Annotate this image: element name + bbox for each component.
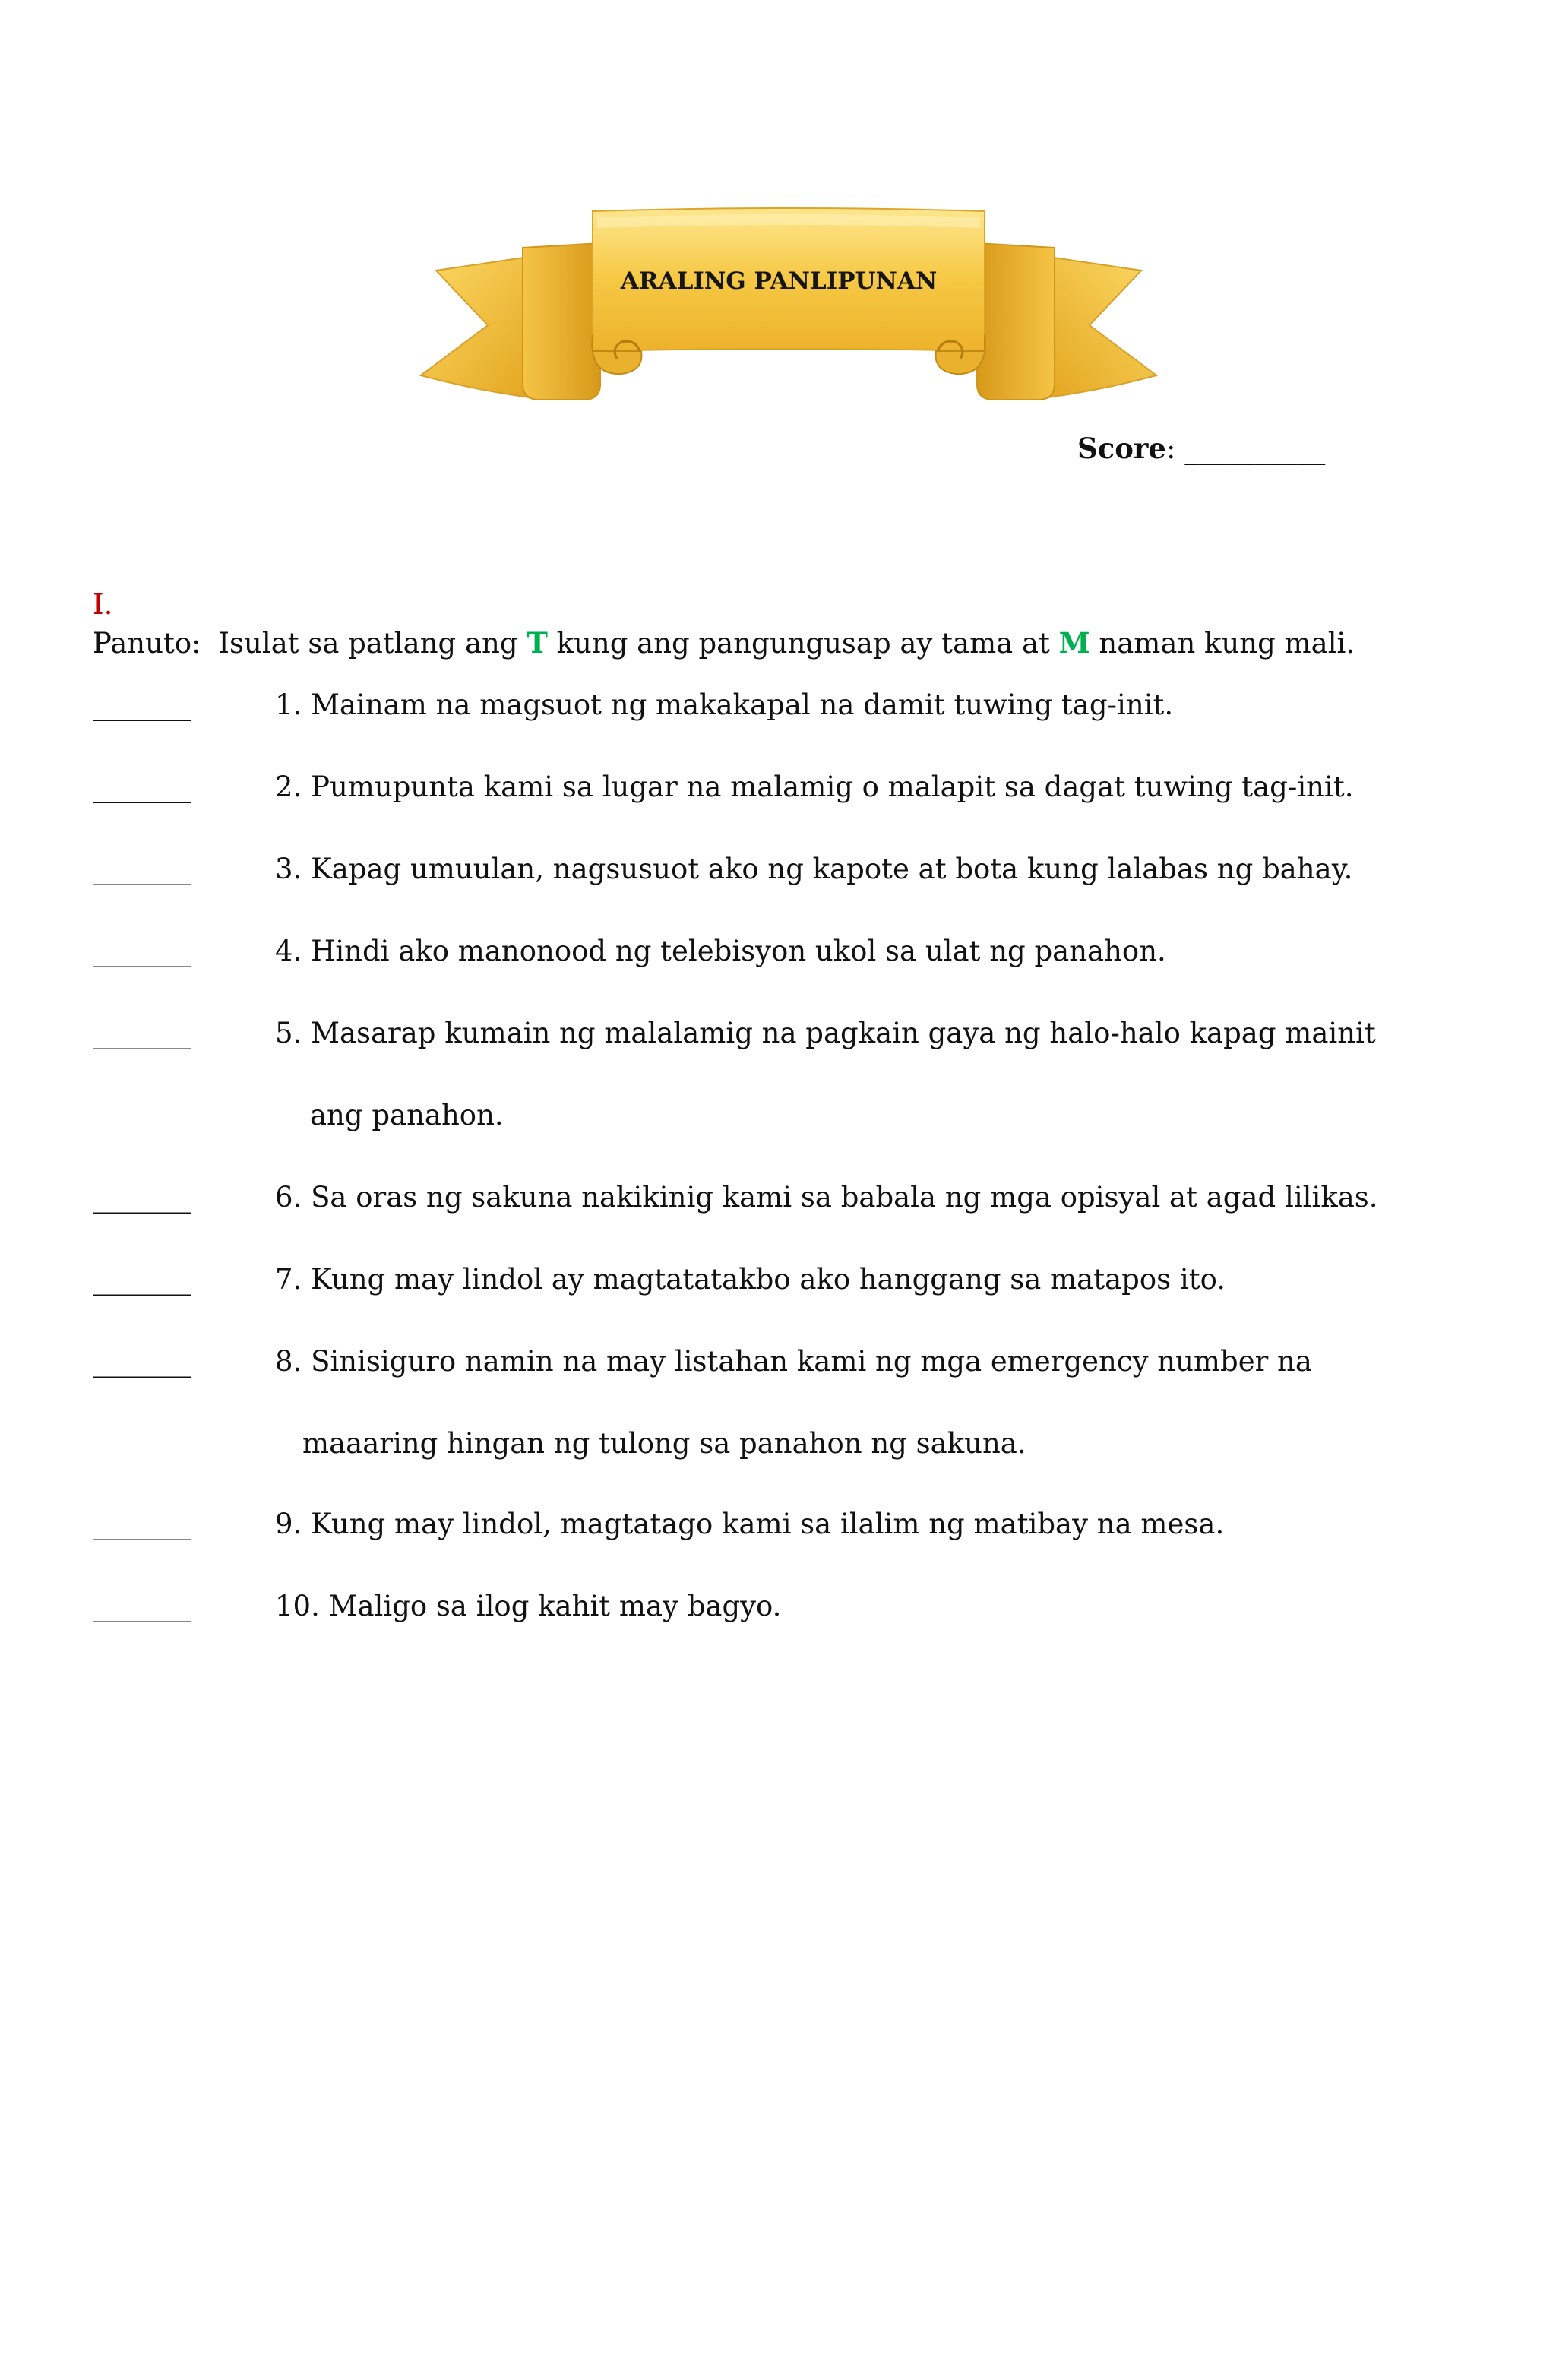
ribbon-right-fold	[977, 243, 1055, 400]
question-text: 5. Masarap kumain ng malalamig na pagkain gaya ng halo-halo kapag mainit	[275, 1017, 1376, 1049]
false-letter: M	[1058, 626, 1090, 660]
instructions-label: Panuto:	[93, 627, 201, 660]
question-text: 8. Sinisiguro namin na may listahan kami ng mga emergency number na	[275, 1345, 1312, 1378]
ribbon-left-tail	[421, 257, 535, 398]
answer-blank[interactable]: _______	[93, 771, 191, 803]
ribbon-left-end	[421, 243, 600, 400]
question-item-4	[0, 932, 1556, 970]
question-text-continuation: maaaring hingan ng tulong sa panahon ng sakuna.	[302, 1427, 1026, 1460]
question-item-3	[0, 850, 1556, 888]
answer-blank[interactable]: _______	[93, 1263, 191, 1296]
question-item-1	[0, 686, 1556, 724]
question-item-6	[0, 1179, 1556, 1217]
question-text: 2. Pumupunta kami sa lugar na malamig o malapit sa dagat tuwing tag-init.	[275, 771, 1354, 803]
instructions	[93, 624, 1355, 662]
question-text: 1. Mainam na magsuot ng makakapal na damit tuwing tag-init.	[275, 688, 1174, 721]
score-label: Score	[1077, 432, 1166, 465]
question-item-7	[0, 1261, 1556, 1299]
question-text: 4. Hindi ako manonood ng telebisyon ukol sa ulat ng panahon.	[275, 935, 1166, 967]
ribbon-right-tail	[1042, 257, 1156, 398]
answer-blank[interactable]: _______	[93, 1590, 191, 1622]
question-item-5	[0, 1014, 1556, 1052]
instructions-text-2: kung ang pangungusap ay tama at	[556, 627, 1050, 660]
question-text: 7. Kung may lindol ay magtatatakbo ako hanggang sa matapos ito.	[275, 1263, 1226, 1296]
question-text: 9. Kung may lindol, magtatago kami sa ilalim ng matibay na mesa.	[275, 1508, 1225, 1540]
question-item-9	[0, 1505, 1556, 1543]
answer-blank[interactable]: _______	[93, 688, 191, 721]
worksheet-title: ARALING PANLIPUNAN	[620, 267, 938, 295]
question-text: 3. Kapag umuulan, nagsusuot ako ng kapote at bota kung lalabas ng bahay.	[275, 853, 1353, 885]
section-number: I.	[93, 588, 113, 621]
answer-blank[interactable]: _______	[93, 1508, 191, 1540]
question-text: 10. Maligo sa ilog kahit may bagyo.	[275, 1590, 782, 1622]
score-line	[1077, 429, 1325, 467]
answer-blank[interactable]: _______	[93, 1181, 191, 1214]
true-letter: T	[527, 626, 548, 660]
score-separator: :	[1165, 432, 1176, 465]
question-text-continuation: ang panahon.	[310, 1099, 504, 1131]
title-ribbon	[410, 198, 1170, 410]
instructions-text-3: naman kung mali.	[1099, 627, 1355, 660]
answer-blank[interactable]: _______	[93, 1017, 191, 1049]
question-text: 6. Sa oras ng sakuna nakikinig kami sa babala ng mga opisyal at agad lilikas.	[275, 1181, 1378, 1214]
ribbon-right-end	[977, 243, 1156, 400]
answer-blank[interactable]: _______	[93, 853, 191, 885]
question-item-8	[0, 1343, 1556, 1381]
score-blank[interactable]: __________	[1184, 432, 1326, 465]
question-item-10	[0, 1587, 1556, 1625]
answer-blank[interactable]: _______	[93, 1345, 191, 1378]
question-item-2	[0, 768, 1556, 806]
instructions-text-1: Isulat sa patlang ang	[218, 627, 518, 660]
answer-blank[interactable]: _______	[93, 935, 191, 967]
